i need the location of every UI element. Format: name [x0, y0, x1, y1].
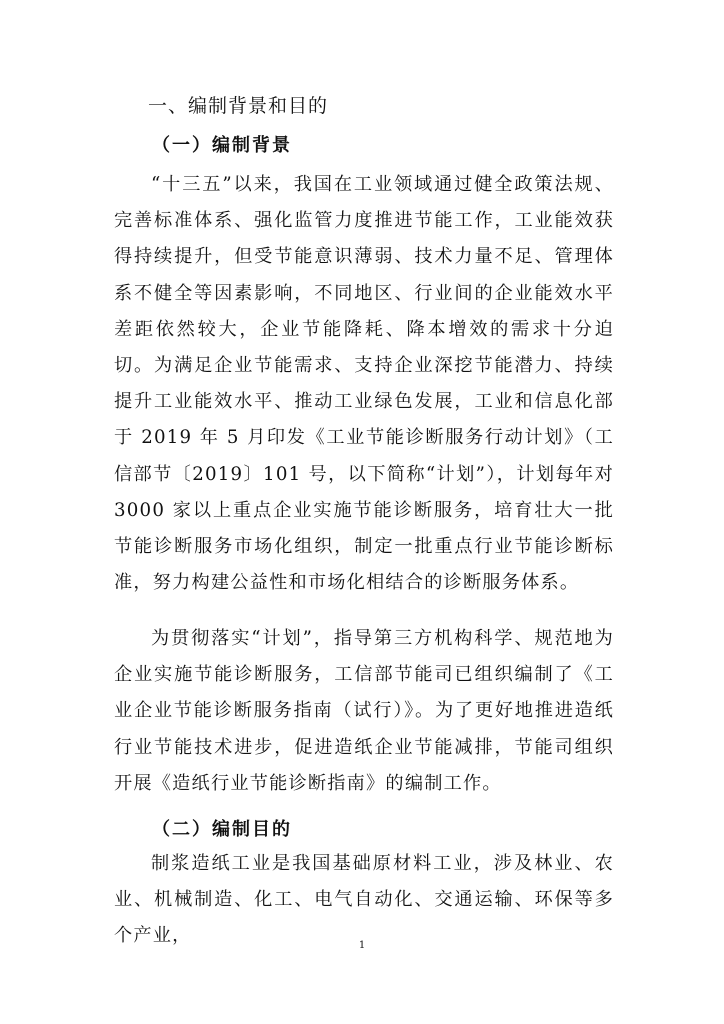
- paragraph-implementation: 为贯彻落实“计划”，指导第三方机构科学、规范地为企业实施节能诊断服务，工信部节能司已组织编制了《工业企业节能诊断服务指南（试行）》。为了更好地推进造纸行业节能技术进步，促进造纸企业节能减排，节能司组织开展《造纸行业节能诊断指南》的编制工作。: [114, 628, 614, 794]
- section-title: 一、编制背景和目的: [148, 95, 329, 117]
- subsection-title-background: （一）编制背景: [152, 135, 292, 156]
- page-number: 1: [358, 940, 366, 951]
- paragraph-background: “十三五”以来，我国在工业领域通过健全政策法规、完善标准体系、强化监管力度推进节能工作，工业能效获得持续提升，但受节能意识薄弱、技术力量不足、管理体系不健全等因素影响，不同地区、行业间的企业能效水平差距依然较大，企业节能降耗、降本增效的需求十分迫切。为满足企业节能需求、支持企业深挖节能潜力、持续提升工业能效水平、推动工业绿色发展，工业和信息化部于 2019 年 5 月印发《工业节能诊断服务行动计划》（工信部节〔2019〕101 号，以下简称“计划”），计划每年对 3000 家以上重点企业实施节能诊断服务，培育壮大一批节能诊断服务市场化组织，制定一批重点行业节能诊断标准，努力构建公益性和市场化相结合的诊断服务体系。: [114, 174, 614, 594]
- subsection-title-purpose: （二）编制目的: [152, 819, 292, 840]
- paragraph-purpose: 制浆造纸工业是我国基础原材料工业，涉及林业、农业、机械制造、化工、电气自动化、交通运输、环保等多个产业，: [114, 853, 614, 947]
